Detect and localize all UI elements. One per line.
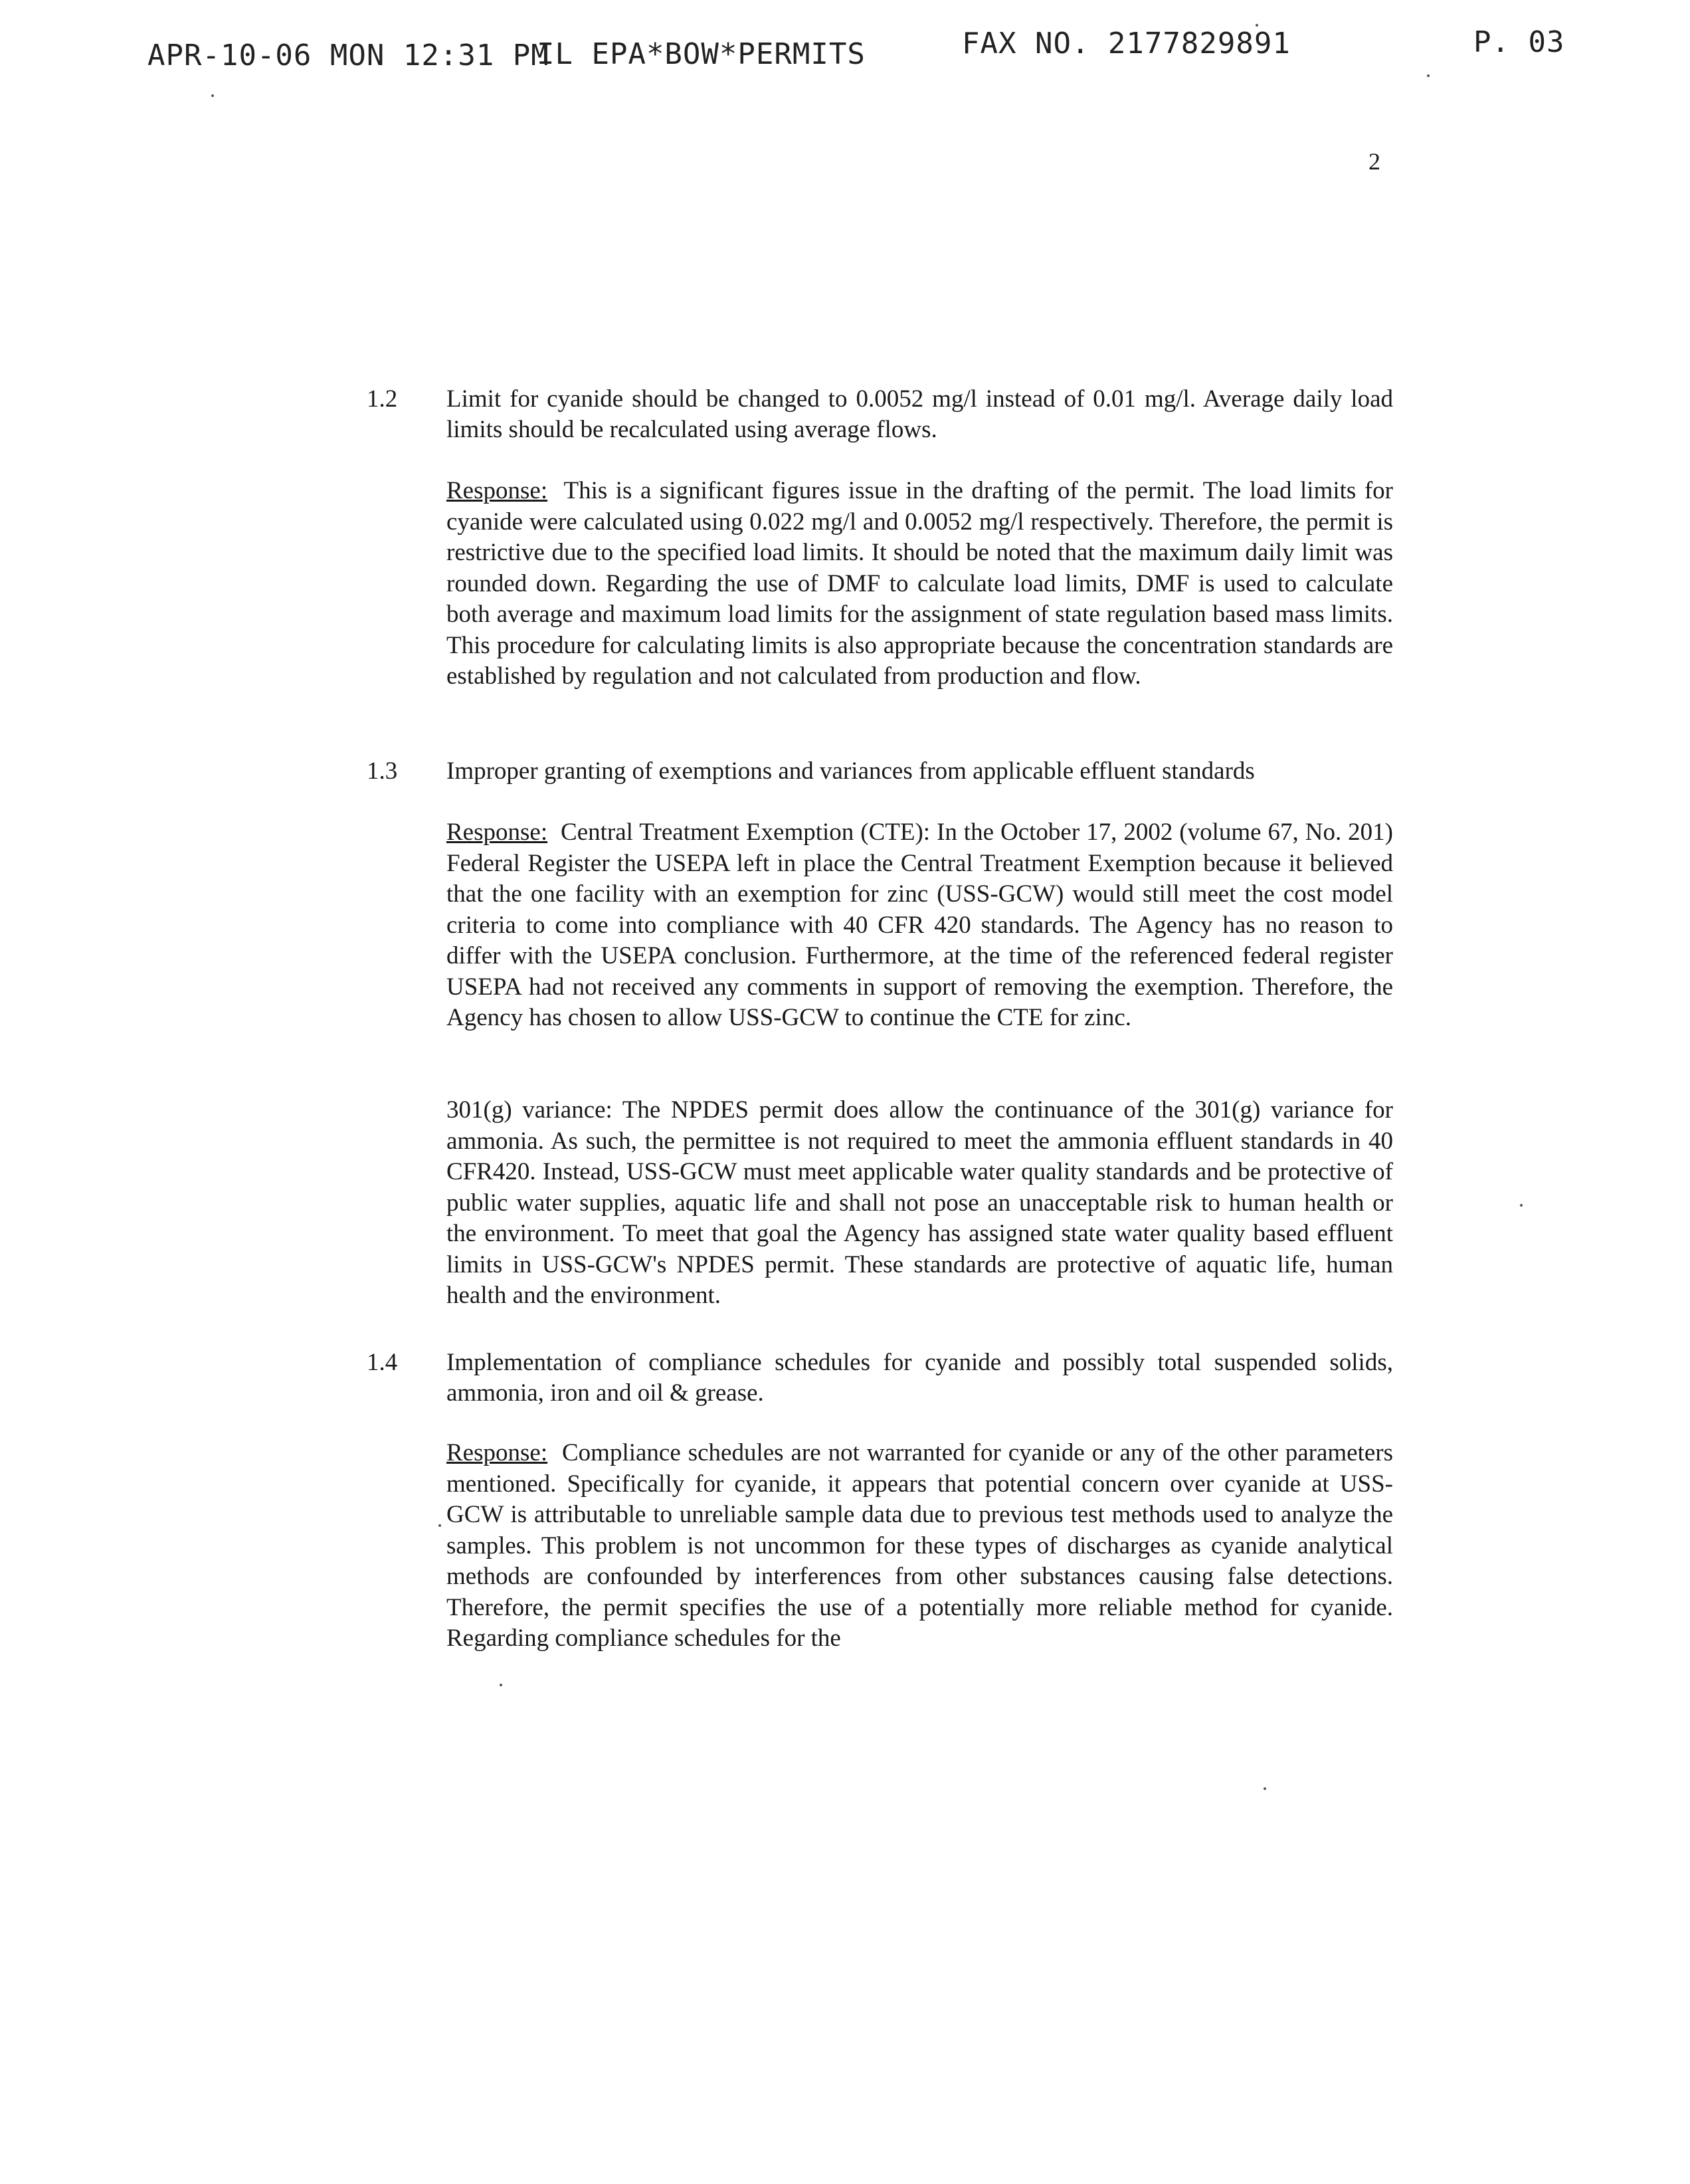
fax-page: P. 03: [1473, 25, 1565, 59]
scan-speck: [1427, 74, 1430, 77]
scan-speck: [438, 1524, 441, 1527]
section-text: Implementation of compliance schedules for cyanide and possibly total suspended solids, ammonia, iron and oil & grease.: [446, 1349, 1393, 1407]
section-number: 1.3: [367, 757, 398, 785]
fax-header: [0, 27, 1690, 86]
section-text: Improper granting of exemptions and variances from applicable effluent standards: [446, 757, 1255, 785]
scan-speck: [1256, 24, 1258, 27]
response-label: Response:: [446, 477, 548, 504]
response-1-4: [446, 1438, 1393, 1654]
scan-speck: [1520, 1204, 1523, 1207]
response-text: This is a significant figures issue in the drafting of the permit. The load limits for cyanide were calculated using 0.022 mg/l and 0.0052 mg/l respectively. Therefore, the permit is restrictive due to the specified load limits. It should be noted that the maximum daily limit was rounded down. Regarding the use of DMF to calculate load limits, DMF is used to calculate both average and maximum load limits for the assignment of state regulation based mass limits. This procedure for calculating limits is also appropriate because the concentration standards are established by regulation and not calculated from production and flow.: [446, 477, 1393, 690]
fax-number: FAX NO. 2177829891: [962, 27, 1291, 60]
fax-sender: IL EPA*BOW*PERMITS: [537, 37, 866, 71]
section-number: 1.2: [367, 385, 398, 413]
response-text: Central Treatment Exemption (CTE): In the October 17, 2002 (volume 67, No. 201) Federal Register the USEPA left in place the Central Treatment Exemption because it believed that the one facility with an exemption for zinc (USS-GCW) would still meet the cost model criteria to come into compliance with 40 CFR 420 standards. The Agency has no reason to differ with the USEPA conclusion. Furthermore, at the time of the referenced federal register USEPA had not received any comments in support of removing the exemption. Therefore, the Agency has chosen to allow USS-GCW to continue the CTE for zinc.: [446, 819, 1394, 1031]
response-text: 301(g) variance: The NPDES permit does allow the continuance of the 301(g) variance for ammonia. As such, the permittee is not required to meet the ammonia effluent standards in 40 CFR420. Instead, USS-GCW must meet applicable water quality standards and be protective of public water supplies, aquatic life and shall not pose an unacceptable risk to human health or the environment. To meet that goal the Agency has assigned state water quality based effluent limits in USS-GCW's NPDES permit. These standards are protective of aquatic life, human health and the environment.: [446, 1096, 1393, 1309]
response-label: Response:: [446, 819, 548, 846]
section-number: 1.4: [367, 1349, 398, 1376]
section-text: Limit for cyanide should be changed to 0.0052 mg/l instead of 0.01 mg/l. Average daily load limits should be recalculated using average flows.: [446, 385, 1393, 443]
response-1-3-cte: [446, 817, 1393, 1034]
fax-datetime: APR-10-06 MON 12:31 PM: [147, 39, 549, 72]
response-1-2: [446, 476, 1393, 692]
response-label: Response:: [446, 1439, 548, 1466]
scan-speck: [500, 1684, 502, 1686]
response-text: Compliance schedules are not warranted for cyanide or any of the other parameters mentioned. Specifically for cyanide, it appears that potential concern over cyanide at USS-GCW is attributable to unreliable sample data due to previous test methods used to analyze the samples. This problem is not uncommon for these types of discharges as cyanide analytical methods are confounded by interferences from other substances causing false detections. Therefore, the permit specifies the use of a potentially more reliable method for cyanide. Regarding compliance schedules for the: [446, 1439, 1393, 1652]
scan-speck: [211, 94, 214, 97]
scan-speck: [1264, 1787, 1266, 1790]
response-1-3-301g: [446, 1095, 1393, 1312]
page-number: 2: [1368, 148, 1380, 175]
